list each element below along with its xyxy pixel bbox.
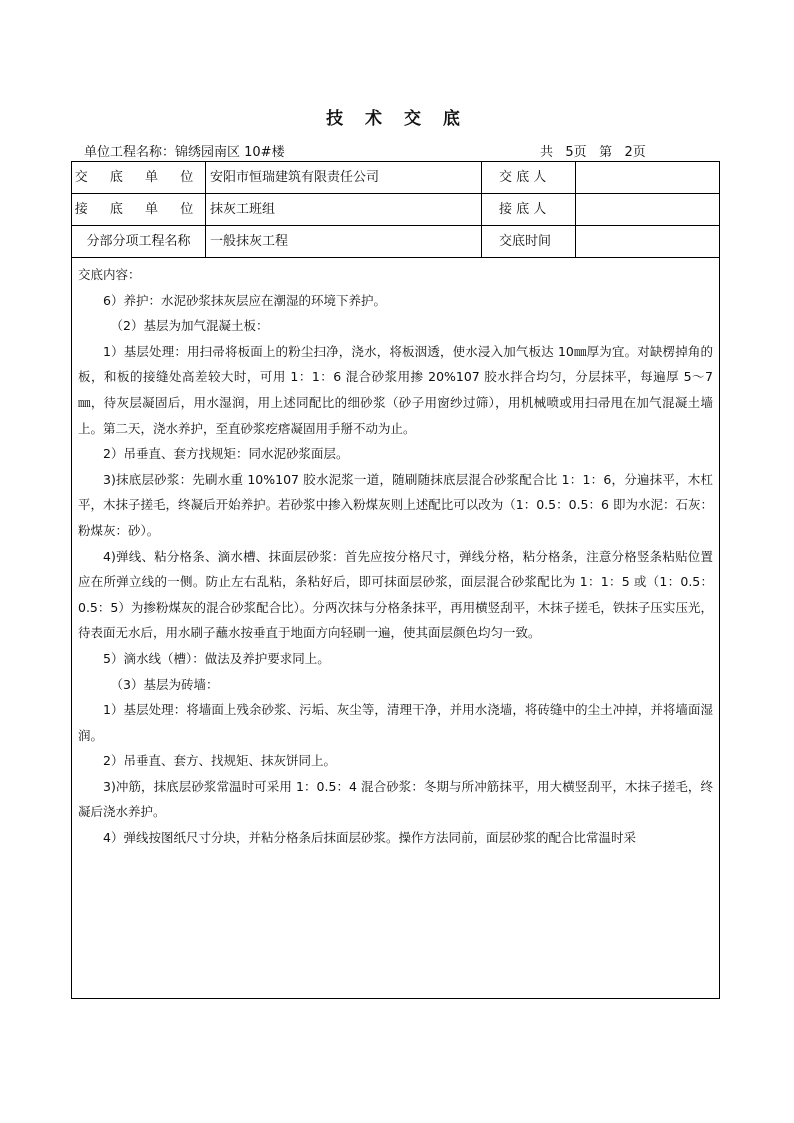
content-paragraph: 1）基层处理：将墙面上残余砂浆、污垢、灰尘等，清理干净，并用水浇墙，将砖缝中的尘土冲掉，并将墙面湿润。 — [78, 702, 713, 743]
disclosing-unit-label: 交 底 单 位 — [72, 162, 206, 193]
disclosing-unit-value: 安阳市恒瑞建筑有限责任公司 — [206, 162, 482, 193]
content-heading: （3）基层为砖墙： — [110, 676, 219, 692]
content-paragraph: 2）吊垂直、套方找规矩：同水泥砂浆面层。 — [103, 446, 349, 462]
content-label: 交底内容： — [78, 267, 141, 282]
receiver-value — [576, 194, 719, 225]
content-paragraph: 3)抹底层砂浆：先刷水重 10%107 胶水泥浆一道，随刷随抹底层混合砂浆配合比 1：1：6，分遍抹平，木杠平，木抹子搓毛，终凝后开始养护。若砂浆中掺入粉煤灰则上述配比可以改为（1：0.5：0.5：6 即为水泥：石灰：粉煤灰：砂）。 — [78, 471, 713, 538]
content-paragraph: 6）养护：水泥砂浆抹灰层应在潮湿的环境下养护。 — [103, 292, 386, 308]
receiver-label: 接 底 人 — [482, 194, 576, 225]
page-count: 共 5页 第 2页 — [540, 145, 646, 160]
sub-project-label: 分部分项工程名称 — [72, 226, 206, 257]
discloser-value — [576, 162, 719, 193]
content-heading: （2）基层为加气混凝土板： — [110, 318, 269, 334]
row-receiving-unit — [72, 194, 719, 226]
disclosure-content — [72, 258, 719, 851]
content-paragraph: 5）滴水线（槽）：做法及养护要求同上。 — [103, 650, 330, 666]
row-sub-project — [72, 226, 719, 258]
receiving-unit-label: 接 底 单 位 — [72, 194, 206, 225]
content-paragraph: 4）弹线按图纸尺寸分块，并粘分格条后抹面层砂浆。操作方法同前，面层砂浆的配合比常温时采 — [103, 830, 636, 846]
disclosure-table — [71, 161, 720, 999]
row-disclosing-unit — [72, 162, 719, 194]
content-paragraph: 1）基层处理：用扫帚将板面上的粉尘扫净，浇水，将板洇透，使水浸入加气板达 10㎜厚为宜。对缺楞掉角的板，和板的接缝处高差较大时，可用 1：1：6 混合砂浆用掺 20%107 胶水拌合均匀，分层抹平，每遍厚 5～7㎜，待灰层凝固后，用水湿润，用上述同配比的细砂浆（砂子用窗纱过筛），用机械喷或用扫帚甩在加气混凝土墙上。第二天，浇水养护，至直砂浆疙瘩凝固用手掰不动为止。 — [78, 343, 713, 436]
project-name: 单位工程名称：锦绣园南区 10#楼 — [84, 145, 285, 160]
document-title: 技 术 交 底 — [326, 109, 468, 129]
receiving-unit-value: 抹灰工班组 — [206, 194, 482, 225]
content-paragraph: 3)冲筋，抹底层砂浆常温时可采用 1：0.5：4 混合砂浆：冬期与所冲筋抹平，用大横竖刮平，木抹子搓毛，终凝后浇水养护。 — [78, 778, 713, 820]
sub-project-value: 一般抹灰工程 — [206, 226, 482, 257]
disclosure-time-label: 交底时间 — [482, 226, 576, 257]
disclosure-time-value — [576, 226, 719, 257]
discloser-label: 交 底 人 — [482, 162, 576, 193]
content-paragraph: 2）吊垂直、套方、找规矩、抹灰饼同上。 — [103, 753, 336, 769]
content-paragraph: 4)弹线、粘分格条、滴水槽、抹面层砂浆：首先应按分格尺寸，弹线分格，粘分格条，注意分格竖条粘贴位置应在所弹立线的一侧。防止左右乱粘，条粘好后，即可抹面层砂浆，面层混合砂浆配比为 1：1：5 或（1：0.5：0.5：5）为掺粉煤灰的混合砂浆配合比）。分两次抹与分格条抹平，再用横竖刮平，木抹子搓毛，铁抹子压实压光，待表面无水后，用水刷子蘸水按垂直于地面方向轻刷一遍，使其面层颜色均匀一致。 — [78, 548, 713, 641]
